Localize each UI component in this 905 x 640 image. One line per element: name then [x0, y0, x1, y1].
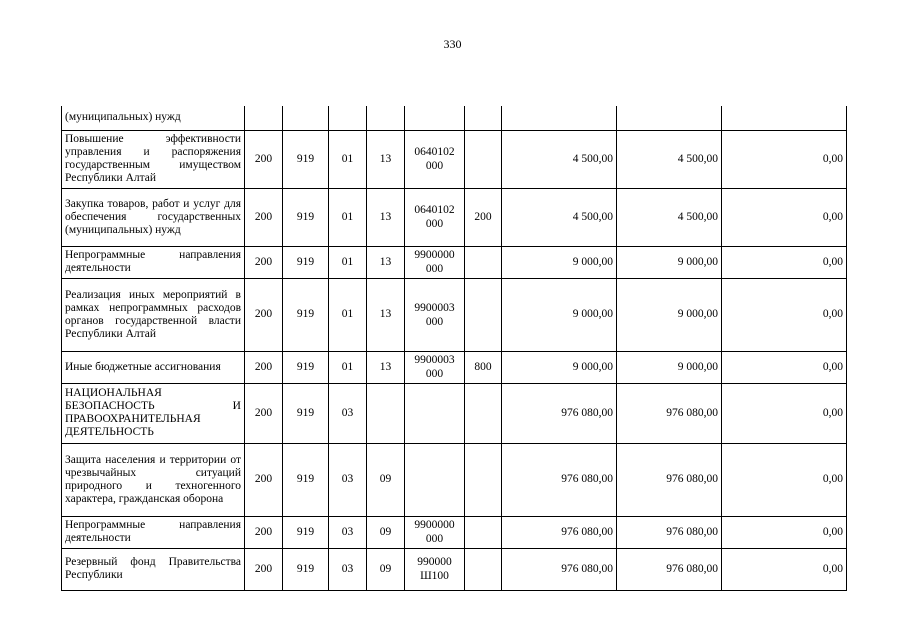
- target-article-cell: [405, 443, 465, 516]
- amount-3-cell: 0,00: [722, 443, 847, 516]
- target-article-cell: 0640102 000: [405, 188, 465, 246]
- expense-type-cell: [465, 443, 502, 516]
- admin-code-cell: 200: [245, 443, 283, 516]
- admin-code-cell: 200: [245, 351, 283, 383]
- section-code-cell: 03: [329, 443, 367, 516]
- table-row: [62, 443, 847, 516]
- expense-type-cell: 200: [465, 188, 502, 246]
- amount-2-cell: 976 080,00: [617, 548, 722, 590]
- section-code-cell: 01: [329, 278, 367, 351]
- amount-1-cell: 976 080,00: [502, 548, 617, 590]
- department-code-cell: 919: [283, 516, 329, 548]
- amount-2-cell: 976 080,00: [617, 383, 722, 443]
- amount-3-cell: 0,00: [722, 548, 847, 590]
- section-code-cell: 01: [329, 246, 367, 278]
- section-code-cell: 01: [329, 188, 367, 246]
- amount-2-cell: [617, 106, 722, 130]
- amount-3-cell: 0,00: [722, 130, 847, 188]
- amount-2-cell: 976 080,00: [617, 443, 722, 516]
- amount-1-cell: 9 000,00: [502, 246, 617, 278]
- amount-2-cell: 4 500,00: [617, 130, 722, 188]
- target-article-cell: 9900000 000: [405, 516, 465, 548]
- expense-type-cell: [465, 246, 502, 278]
- amount-3-cell: [722, 106, 847, 130]
- item-name-cell: Реализация иных мероприятий в рамках непрограммных расходов органов государственной власти Республики Алтай: [62, 278, 245, 351]
- expense-type-cell: [465, 106, 502, 130]
- table-row: [62, 548, 847, 590]
- item-name-cell: (муниципальных) нужд: [62, 106, 245, 130]
- section-code-cell: 03: [329, 516, 367, 548]
- admin-code-cell: 200: [245, 246, 283, 278]
- amount-1-cell: 4 500,00: [502, 188, 617, 246]
- item-name-cell: Закупка товаров, работ и услуг для обеспечения государственных (муниципальных) нужд: [62, 188, 245, 246]
- amount-1-cell: 976 080,00: [502, 383, 617, 443]
- expense-type-cell: [465, 278, 502, 351]
- section-code-cell: 03: [329, 383, 367, 443]
- department-code-cell: 919: [283, 188, 329, 246]
- subsection-code-cell: [367, 106, 405, 130]
- expense-type-cell: [465, 516, 502, 548]
- department-code-cell: 919: [283, 548, 329, 590]
- target-article-cell: 9900000 000: [405, 246, 465, 278]
- amount-1-cell: 9 000,00: [502, 351, 617, 383]
- item-name-cell: Непрограммные направления деятельности: [62, 516, 245, 548]
- department-code-cell: 919: [283, 443, 329, 516]
- target-article-cell: 0640102 000: [405, 130, 465, 188]
- subsection-code-cell: 13: [367, 246, 405, 278]
- amount-1-cell: 4 500,00: [502, 130, 617, 188]
- item-name-cell: Иные бюджетные ассигнования: [62, 351, 245, 383]
- amount-2-cell: 4 500,00: [617, 188, 722, 246]
- target-article-cell: [405, 383, 465, 443]
- admin-code-cell: 200: [245, 516, 283, 548]
- table-body: [62, 106, 847, 590]
- item-name-cell: Резервный фонд Правительства Республики: [62, 548, 245, 590]
- admin-code-cell: 200: [245, 548, 283, 590]
- page-number: 330: [443, 37, 462, 51]
- amount-3-cell: 0,00: [722, 383, 847, 443]
- subsection-code-cell: 09: [367, 516, 405, 548]
- expense-type-cell: 800: [465, 351, 502, 383]
- amount-1-cell: [502, 106, 617, 130]
- section-code-cell: [329, 106, 367, 130]
- subsection-code-cell: 13: [367, 130, 405, 188]
- amount-3-cell: 0,00: [722, 246, 847, 278]
- target-article-cell: 9900003 000: [405, 351, 465, 383]
- admin-code-cell: 200: [245, 278, 283, 351]
- section-code-cell: 01: [329, 130, 367, 188]
- amount-2-cell: 9 000,00: [617, 278, 722, 351]
- target-article-cell: 9900003 000: [405, 278, 465, 351]
- amount-3-cell: 0,00: [722, 351, 847, 383]
- expense-type-cell: [465, 383, 502, 443]
- section-code-cell: 01: [329, 351, 367, 383]
- table-row: [62, 106, 847, 130]
- admin-code-cell: 200: [245, 383, 283, 443]
- amount-1-cell: 976 080,00: [502, 443, 617, 516]
- amount-1-cell: 976 080,00: [502, 516, 617, 548]
- section-code-cell: 03: [329, 548, 367, 590]
- admin-code-cell: [245, 106, 283, 130]
- table-row: [62, 278, 847, 351]
- table-row: [62, 246, 847, 278]
- amount-2-cell: 9 000,00: [617, 246, 722, 278]
- target-article-cell: 990000 Ш100: [405, 548, 465, 590]
- table-row: [62, 130, 847, 188]
- amount-3-cell: 0,00: [722, 278, 847, 351]
- budget-table: [61, 106, 847, 591]
- department-code-cell: [283, 106, 329, 130]
- item-name-cell: НАЦИОНАЛЬНАЯ БЕЗОПАСНОСТЬ И ПРАВООХРАНИТЕЛЬНАЯ ДЕЯТЕЛЬНОСТЬ: [62, 383, 245, 443]
- department-code-cell: 919: [283, 278, 329, 351]
- subsection-code-cell: 09: [367, 443, 405, 516]
- table-row: [62, 383, 847, 443]
- department-code-cell: 919: [283, 383, 329, 443]
- subsection-code-cell: 13: [367, 351, 405, 383]
- amount-1-cell: 9 000,00: [502, 278, 617, 351]
- subsection-code-cell: 09: [367, 548, 405, 590]
- item-name-cell: Защита населения и территории от чрезвычайных ситуаций природного и техногенного характера, гражданская оборона: [62, 443, 245, 516]
- item-name-cell: Повышение эффективности управления и распоряжения государственным имуществом Республики Алтай: [62, 130, 245, 188]
- table-row: [62, 516, 847, 548]
- amount-3-cell: 0,00: [722, 516, 847, 548]
- subsection-code-cell: [367, 383, 405, 443]
- amount-3-cell: 0,00: [722, 188, 847, 246]
- admin-code-cell: 200: [245, 188, 283, 246]
- subsection-code-cell: 13: [367, 188, 405, 246]
- expense-type-cell: [465, 548, 502, 590]
- subsection-code-cell: 13: [367, 278, 405, 351]
- item-name-cell: Непрограммные направления деятельности: [62, 246, 245, 278]
- table-row: [62, 188, 847, 246]
- department-code-cell: 919: [283, 351, 329, 383]
- admin-code-cell: 200: [245, 130, 283, 188]
- amount-2-cell: 976 080,00: [617, 516, 722, 548]
- expense-type-cell: [465, 130, 502, 188]
- department-code-cell: 919: [283, 130, 329, 188]
- department-code-cell: 919: [283, 246, 329, 278]
- table-row: [62, 351, 847, 383]
- amount-2-cell: 9 000,00: [617, 351, 722, 383]
- target-article-cell: [405, 106, 465, 130]
